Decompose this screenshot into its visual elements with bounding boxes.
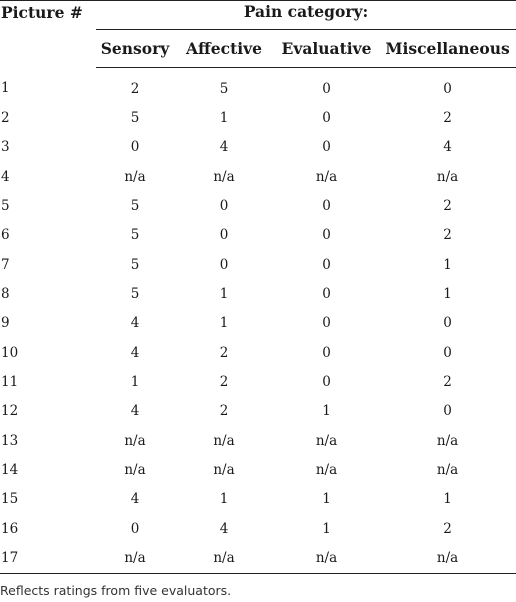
rating-cell: 5	[130, 256, 140, 273]
picture-number-cell: 16	[1, 520, 19, 537]
table-row	[0, 514, 516, 543]
pain-category-header: Pain category:	[96, 1, 516, 30]
rating-cell: 1	[322, 403, 331, 420]
rating-cell: 4	[130, 403, 140, 420]
rating-cell: 0	[443, 315, 452, 332]
rating-cell: 0	[443, 403, 452, 420]
rating-cell: 1	[130, 374, 140, 391]
column-header-affective: Affective	[174, 30, 274, 68]
table-row	[0, 309, 516, 338]
rating-cell: n/a	[436, 462, 459, 479]
rating-cell: 0	[322, 344, 331, 361]
picture-number-cell: 13	[1, 432, 19, 449]
rating-cell: n/a	[436, 432, 459, 449]
rating-cell: 4	[130, 315, 140, 332]
header-row-group	[0, 1, 516, 30]
rating-cell: n/a	[124, 550, 146, 567]
rating-cell: 0	[322, 374, 331, 391]
rating-cell: 1	[443, 286, 452, 303]
table-footnote: Reflects ratings from five evaluators.	[0, 583, 232, 598]
rating-cell: n/a	[124, 432, 146, 449]
table-row	[0, 544, 516, 573]
table-row	[0, 279, 516, 308]
table-body	[0, 68, 516, 573]
rating-cell: 2	[443, 227, 452, 244]
picture-number-cell: 10	[1, 344, 19, 361]
picture-number-cell: 4	[1, 168, 10, 185]
table-row	[0, 397, 516, 426]
table-row	[0, 485, 516, 514]
table-row	[0, 455, 516, 484]
table-row	[0, 191, 516, 220]
rating-cell: 5	[219, 80, 229, 97]
rating-cell: 0	[322, 139, 331, 156]
rating-cell: 5	[130, 227, 140, 244]
rating-cell: n/a	[213, 550, 235, 567]
rating-cell: 1	[322, 520, 331, 537]
picture-number-cell: 17	[1, 550, 19, 567]
rating-cell: 0	[219, 198, 229, 215]
picture-number-cell: 6	[1, 227, 10, 244]
table-row	[0, 162, 516, 191]
rating-cell: n/a	[436, 550, 459, 567]
rating-cell: 0	[322, 286, 331, 303]
rating-cell: 2	[443, 198, 452, 215]
rating-cell: 2	[219, 403, 229, 420]
rating-cell: n/a	[213, 462, 235, 479]
picture-number-cell: 11	[1, 374, 19, 391]
rating-cell: 0	[219, 227, 229, 244]
table-row	[0, 221, 516, 250]
rating-cell: 1	[219, 491, 229, 508]
rating-cell: n/a	[436, 168, 459, 185]
table-row	[0, 133, 516, 162]
rating-cell: 2	[219, 374, 229, 391]
rating-cell: 0	[443, 80, 452, 97]
picture-number-cell: 1	[1, 80, 10, 97]
rating-cell: 0	[322, 110, 331, 127]
rating-cell: n/a	[315, 432, 338, 449]
rating-cell: 2	[443, 374, 452, 391]
picture-number-cell: 12	[1, 403, 19, 420]
rating-cell: n/a	[315, 550, 338, 567]
rating-cell: 4	[219, 139, 229, 156]
rating-cell: 0	[322, 315, 331, 332]
picture-number-cell: 5	[1, 198, 10, 215]
rating-cell: 0	[322, 256, 331, 273]
picture-number-cell: 9	[1, 315, 10, 332]
rating-cell: n/a	[213, 168, 235, 185]
rating-cell: 4	[130, 491, 140, 508]
rating-cell: 2	[219, 344, 229, 361]
rating-cell: 0	[130, 520, 140, 537]
rating-cell: 5	[130, 110, 140, 127]
rating-cell: 1	[219, 110, 229, 127]
table-row	[0, 338, 516, 367]
rating-cell: 0	[219, 256, 229, 273]
rating-cell: 0	[130, 139, 140, 156]
table-bottom-rule	[0, 573, 516, 574]
rating-cell: 0	[443, 344, 452, 361]
rating-cell: 0	[322, 80, 331, 97]
rating-cell: n/a	[213, 432, 235, 449]
rating-cell: 5	[130, 286, 140, 303]
table-row	[0, 250, 516, 279]
rating-cell: 1	[443, 256, 452, 273]
rating-cell: 2	[443, 520, 452, 537]
rating-cell: 0	[322, 227, 331, 244]
table-row	[0, 103, 516, 132]
picture-number-cell: 3	[1, 139, 10, 156]
column-header-miscellaneous: Miscellaneous	[379, 30, 516, 68]
column-header-sensory: Sensory	[96, 30, 174, 68]
picture-number-header: Picture #	[0, 1, 96, 68]
rating-cell: n/a	[124, 168, 146, 185]
rating-cell: 4	[219, 520, 229, 537]
rating-cell: 5	[130, 198, 140, 215]
rating-cell: 4	[443, 139, 452, 156]
rating-cell: 0	[322, 198, 331, 215]
rating-cell: 1	[443, 491, 452, 508]
rating-cell: n/a	[124, 462, 146, 479]
rating-cell: 1	[219, 315, 229, 332]
picture-number-cell: 14	[1, 462, 19, 479]
rating-cell: n/a	[315, 462, 338, 479]
table-row	[0, 68, 516, 104]
rating-cell: 1	[322, 491, 331, 508]
table-row	[0, 426, 516, 455]
rating-cell: 1	[219, 286, 229, 303]
rating-cell: 4	[130, 344, 140, 361]
rating-cell: 2	[443, 110, 452, 127]
picture-number-cell: 2	[1, 110, 10, 127]
picture-number-cell: 8	[1, 286, 10, 303]
rating-cell: n/a	[315, 168, 338, 185]
column-header-evaluative: Evaluative	[274, 30, 379, 68]
rating-cell: 2	[130, 80, 140, 97]
picture-number-cell: 15	[1, 491, 19, 508]
picture-number-cell: 7	[1, 256, 10, 273]
table-row	[0, 367, 516, 396]
